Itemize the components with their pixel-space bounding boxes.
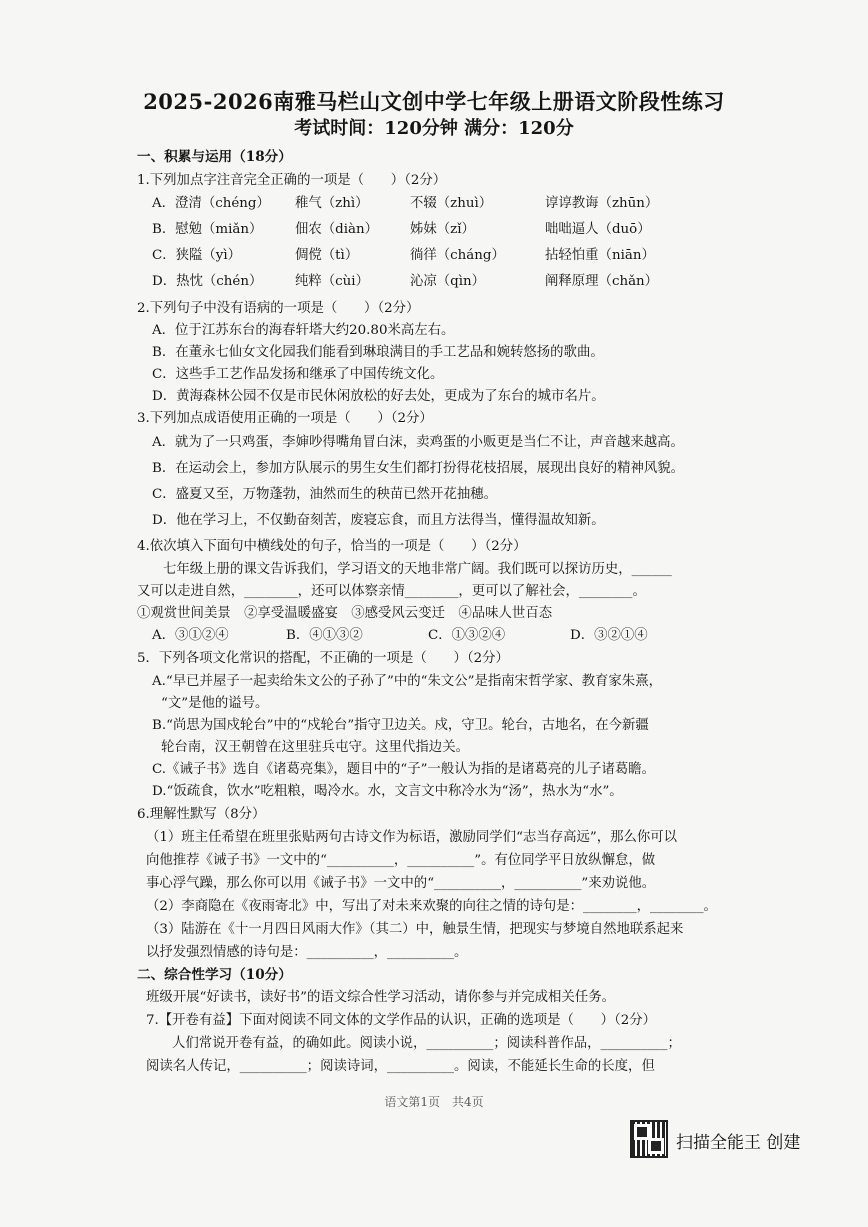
q1-opt-c-2: 倜傥（tì） [295, 248, 359, 263]
exam-title: 2025-2026南雅马栏山文创中学七年级上册语文阶段性练习 [143, 89, 725, 114]
q4-stem: 4.依次填入下面句中横线处的句子，恰当的一项是（ ）（2分） [137, 539, 527, 554]
q1-opt-b-4: 咄咄逼人（duō） [545, 222, 651, 237]
q6-part1-line3: 事心浮气躁，那么你可以用《诫子书》一文中的“__________，__________”来劝说他。 [146, 876, 656, 891]
q4-choice-b: B．④①③② [286, 628, 363, 643]
q1-opt-d-3: 沁凉（qìn） [410, 274, 486, 289]
q5-opt-a-2: “文”是他的谥号。 [161, 696, 269, 711]
q2-opt-a: A．位于江苏东台的海春轩塔大约20.80米高左右。 [152, 323, 455, 338]
section-2-heading: 二、综合性学习（10分） [137, 967, 292, 983]
q1-opt-c-3: 徜徉（cháng） [410, 248, 505, 263]
q7-passage-2: 阅读名人传记，__________；阅读诗词，__________。阅读，不能延长生命的长度，但 [146, 1059, 655, 1074]
q3-opt-a: A．就为了一只鸡蛋，李婶吵得嘴角冒白沫，卖鸡蛋的小贩更是当仁不让，声音越来越高。 [152, 435, 684, 450]
q1-opt-c-1: C．狭隘（yì） [152, 248, 242, 263]
section-1-heading: 一、积累与运用（18分） [137, 149, 292, 165]
qr-code-icon [630, 1120, 668, 1158]
q5-stem: 5．下列各项文化常识的搭配，不正确的一项是（ ）（2分） [137, 651, 509, 666]
q4-passage-1: 七年级上册的课文告诉我们，学习语文的天地非常广阔。我们既可以探访历史，______ [163, 562, 672, 577]
q7-stem: 7.【开卷有益】下面对阅读不同文体的文学作品的认识，正确的选项是（ ）（2分） [146, 1013, 657, 1028]
q1-opt-d-1: D．热忱（chén） [152, 274, 263, 289]
q6-part3-line2: 以抒发强烈情感的诗句是：__________，__________。 [146, 945, 468, 960]
watermark-text: 扫描全能王 创建 [676, 1133, 801, 1153]
q4-choice-d: D．③②①④ [570, 628, 648, 643]
q2-stem: 2.下列句子中没有语病的一项是（ ）（2分） [137, 301, 420, 316]
q6-part1-line1: （1）班主任希望在班里张贴两句古诗文作为标语，激励同学们“志当存高远”，那么你可以 [146, 830, 678, 845]
q1-opt-a-4: 谆谆教诲（zhūn） [545, 196, 659, 211]
q5-opt-c: C.《诫子书》选自《诸葛亮集》，题目中的“子”一般认为指的是诸葛亮的儿子诸葛瞻。 [152, 762, 656, 777]
q6-part3-line1: （3）陆游在《十一月四日风雨大作》（其二）中，触景生情，把现实与梦境自然地联系起来 [146, 922, 684, 937]
q4-passage-2: 又可以走进自然，________，还可以体察亲情________，更可以了解社会，________。 [137, 584, 646, 599]
q1-opt-a-1: A．澄清（chéng） [152, 196, 270, 211]
q4-choice-c: C．①③②④ [428, 628, 506, 643]
q1-stem: 1.下列加点字注音完全正确的一项是（ ）（2分） [137, 173, 447, 188]
q4-sentences: ①观赏世间美景 ②享受温暖盛宴 ③感受风云变迁 ④品味人世百态 [137, 606, 553, 621]
q1-opt-c-4: 拈轻怕重（niān） [545, 248, 655, 263]
exam-subtitle: 考试时间：120分钟 满分：120分 [294, 118, 574, 139]
q1-opt-b-3: 姊妹（zǐ） [410, 222, 475, 237]
q6-part1-line2: 向他推荐《诫子书》一文中的“__________，__________”。有位同学平日放纵懈怠，做 [146, 853, 656, 868]
q1-opt-d-4: 阐释原理（chǎn） [545, 274, 659, 289]
q1-opt-a-3: 不辍（zhuì） [410, 196, 493, 211]
q1-opt-b-2: 佃农（diàn） [295, 222, 379, 237]
section-2-intro: 班级开展“好读书，读好书”的语文综合性学习活动，请你参与并完成相关任务。 [146, 990, 615, 1005]
q1-opt-a-2: 稚气（zhì） [295, 196, 369, 211]
page-footer: 语文第1页 共4页 [384, 1095, 484, 1109]
q7-passage-1: 人们常说开卷有益，的确如此。阅读小说，__________；阅读科普作品，__________； [172, 1036, 681, 1051]
q2-opt-c: C．这些手工艺作品发扬和继承了中国传统文化。 [152, 367, 444, 382]
q6-part2: （2）李商隐在《夜雨寄北》中，写出了对未来欢聚的向往之情的诗句是：________，________。 [146, 899, 717, 914]
q6-stem: 6.理解性默写（8分） [137, 807, 266, 822]
q3-opt-c: C．盛夏又至，万物蓬勃，油然而生的秧苗已然开花抽穗。 [152, 487, 498, 502]
q2-opt-b: B．在董永七仙女文化园我们能看到琳琅满目的手工艺品和婉转悠扬的歌曲。 [152, 345, 604, 360]
q4-choice-a: A．③①②④ [152, 628, 229, 643]
q1-opt-d-2: 纯粹（cùi） [295, 274, 369, 289]
q5-opt-a-1: A.“早已并屋子一起卖给朱文公的子孙了”中的“朱文公”是指南宋哲学家、教育家朱熹， [152, 674, 662, 689]
q3-opt-d: D．他在学习上，不仅勤奋刻苦，废寝忘食，而且方法得当，懂得温故知新。 [152, 513, 605, 528]
q5-opt-b-1: B.“尚思为国戍轮台”中的“戍轮台”指守卫边关。戍，守卫。轮台，古地名，在今新疆 [152, 718, 649, 733]
q3-opt-b: B．在运动会上，参加方队展示的男生女生们都打扮得花枝招展，展现出良好的精神风貌。 [152, 461, 685, 476]
q5-opt-b-2: 轮台南，汉王朝曾在这里驻兵屯守。这里代指边关。 [161, 740, 469, 755]
q2-opt-d: D．黄海森林公园不仅是市民休闲放松的好去处，更成为了东台的城市名片。 [152, 389, 605, 404]
q3-stem: 3.下列加点成语使用正确的一项是（ ）（2分） [137, 411, 433, 426]
scanner-watermark [630, 1120, 830, 1160]
q5-opt-d: D.“饭疏食，饮水”吃粗粮，喝冷水。水，文言文中称冷水为“汤”，热水为“水”。 [152, 784, 623, 799]
q1-opt-b-1: B．慰勉（miǎn） [152, 222, 263, 237]
